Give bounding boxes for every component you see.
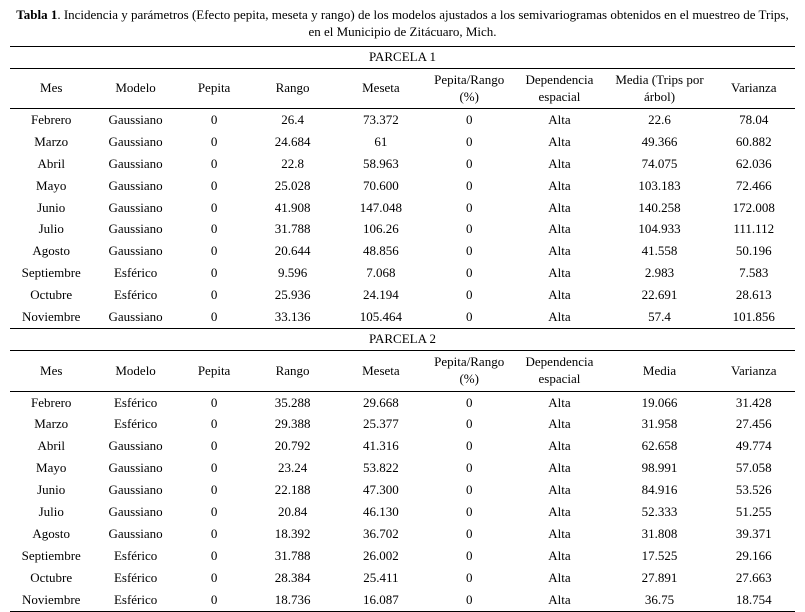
table-cell: Gaussiano [108,221,163,237]
table-cell: 31.788 [274,221,311,237]
table-row [10,285,795,307]
table-cell: 41.316 [363,438,399,454]
table-cell: 0 [465,308,473,324]
table-cell: 25.936 [274,287,311,303]
table-cell: Alta [548,503,571,519]
table-cell: 49.774 [735,438,772,454]
table-cell: 0 [210,525,218,541]
table-cell: Esférico [113,287,158,303]
table-caption-label: Tabla 1 [16,7,58,22]
table-cell: 0 [465,287,473,303]
table-cell: 18.736 [274,591,311,607]
table-row [10,131,795,153]
table-cell: 53.526 [735,482,772,498]
table-cell: 0 [465,221,473,237]
column-header: Mes [10,351,92,392]
table-cell: 2.983 [644,265,675,281]
table-cell: 62.658 [641,438,678,454]
table-cell: 62.036 [735,155,772,171]
column-header: Media [607,351,713,392]
table-cell: Alta [548,460,571,476]
table-row [10,241,795,263]
table-cell: Marzo [34,416,69,432]
table-cell: Alta [548,569,571,585]
table-cell: Alta [548,416,571,432]
table-cell: 101.856 [732,308,775,324]
table-cell: 0 [210,547,218,563]
table-cell: 53.822 [363,460,399,476]
column-header: Pepita [179,351,250,392]
table-cell: 20.644 [274,243,311,259]
table-cell: 47.300 [363,482,399,498]
data-table [10,46,795,612]
table-cell: 0 [210,394,218,410]
table-cell: 0 [465,133,473,149]
table-cell: Alta [548,547,571,563]
table-cell: 147.048 [359,199,402,215]
column-header: Mes [10,68,92,109]
table-cell: Alta [548,133,571,149]
table-cell: Gaussiano [108,199,163,215]
table-cell: 25.377 [363,416,399,432]
table-cell: 41.558 [641,243,678,259]
table-cell: Esférico [113,569,158,585]
table-cell: 26.002 [363,547,399,563]
table-cell: Gaussiano [108,177,163,193]
table-cell: 20.792 [274,438,311,454]
column-header: Pepita [179,68,250,109]
table-cell: 7.068 [366,265,396,281]
table-cell: 48.856 [363,243,399,259]
table-row [10,567,795,589]
table-cell: 46.130 [363,503,399,519]
table-cell: 78.04 [739,111,769,127]
table-cell: 61 [374,133,388,149]
table-cell: 0 [210,460,218,476]
table-cell: 50.196 [735,243,772,259]
table-cell: 0 [465,525,473,541]
table-cell: 22.8 [281,155,304,171]
table-cell: 0 [465,111,473,127]
table-cell: 31.808 [641,525,678,541]
table-cell: Gaussiano [108,243,163,259]
table-cell: Alta [548,591,571,607]
table-cell: 0 [210,155,218,171]
section-title: PARCELA 1 [10,46,795,68]
table-cell: 0 [465,482,473,498]
section-title: PARCELA 2 [10,329,795,351]
table-cell: 18.392 [274,525,311,541]
table-caption-text: . Incidencia y parámetros (Efecto pepita, meseta y rango) de los modelos ajustados a los semivariogramas obtenidos en el muestreo de Trips, en el Municipio de Zitácuaro, Mich. [57,7,789,39]
table-cell: Alta [548,308,571,324]
table-cell: 105.464 [359,308,402,324]
column-header: Pepita/Rango (%) [426,351,512,392]
table-row [10,219,795,241]
table-cell: 0 [210,503,218,519]
column-header: Dependencia espacial [512,68,606,109]
table-cell: 0 [210,438,218,454]
column-header: Modelo [92,68,178,109]
table-cell: Abril [37,438,65,454]
table-cell: 26.4 [281,111,304,127]
table-cell: 0 [465,460,473,476]
table-cell: 35.288 [274,394,311,410]
table-cell: Gaussiano [108,503,163,519]
column-header: Meseta [336,68,426,109]
table-cell: Gaussiano [108,133,163,149]
table-cell: 28.384 [274,569,311,585]
table-cell: Febrero [30,111,72,127]
table-cell: Esférico [113,547,158,563]
table-cell: 39.371 [735,525,772,541]
table-cell: 25.028 [274,177,311,193]
table-cell: Esférico [113,416,158,432]
table-row [10,392,795,414]
table-cell: Alta [548,287,571,303]
table-cell: 106.26 [363,221,399,237]
table-cell: 22.188 [274,482,311,498]
table-cell: Julio [38,221,64,237]
table-row [10,458,795,480]
table-cell: 0 [210,111,218,127]
table-cell: Alta [548,177,571,193]
table-cell: 22.6 [648,111,671,127]
table-cell: 9.596 [277,265,308,281]
table-cell: 0 [465,155,473,171]
table-cell: Esférico [113,265,158,281]
table-cell: 0 [210,265,218,281]
table-cell: Gaussiano [108,111,163,127]
table-cell: 104.933 [638,221,681,237]
column-header: Modelo [92,351,178,392]
table-cell: Febrero [30,394,72,410]
table-cell: 111.112 [733,221,775,237]
table-cell: 31.428 [735,394,772,410]
table-cell: Esférico [113,394,158,410]
table-row [10,153,795,175]
table-cell: 27.891 [641,569,678,585]
table-cell: Junio [37,482,66,498]
column-header: Varianza [713,351,795,392]
table-row [10,109,795,131]
table-cell: Junio [37,199,66,215]
table-cell: Alta [548,155,571,171]
table-cell: 0 [210,133,218,149]
table-cell: 140.258 [638,199,681,215]
table-cell: 57.4 [648,308,671,324]
table-cell: 0 [465,177,473,193]
table-row [10,501,795,523]
column-header: Rango [249,68,335,109]
table-cell: 27.456 [735,416,772,432]
section-title-row [10,46,795,68]
table-cell: Gaussiano [108,482,163,498]
table-cell: Gaussiano [108,525,163,541]
table-cell: 74.075 [641,155,678,171]
table-cell: Noviembre [21,591,81,607]
table-cell: Alta [548,394,571,410]
table-cell: Gaussiano [108,155,163,171]
table-cell: 72.466 [735,177,772,193]
table-cell: 31.958 [641,416,678,432]
table-caption [16,7,789,41]
table-cell: 0 [210,591,218,607]
table-cell: Alta [548,199,571,215]
table-cell: 58.963 [363,155,399,171]
table-cell: 0 [210,177,218,193]
table-cell: 0 [210,416,218,432]
table-cell: 16.087 [363,591,399,607]
table-cell: 0 [465,199,473,215]
table-cell: 0 [210,569,218,585]
table-row [10,306,795,328]
table-cell: 24.684 [274,133,311,149]
table-row [10,480,795,502]
table-cell: Agosto [32,525,70,541]
column-header: Meseta [336,351,426,392]
table-cell: Mayo [36,177,67,193]
table-row [10,175,795,197]
table-cell: 28.613 [735,287,772,303]
table-cell: 24.194 [363,287,399,303]
table-cell: 33.136 [274,308,311,324]
table-cell: Julio [38,503,64,519]
table-cell: 0 [210,243,218,259]
table-cell: 60.882 [735,133,772,149]
table-cell: Alta [548,111,571,127]
table-cell: Alta [548,221,571,237]
table-cell: 29.166 [735,547,772,563]
table-cell: Mayo [36,460,67,476]
table-row [10,263,795,285]
table-cell: 57.058 [735,460,772,476]
column-header: Pepita/Rango (%) [426,68,512,109]
table-row [10,414,795,436]
table-cell: 22.691 [641,287,678,303]
table-cell: 29.388 [274,416,311,432]
table-cell: 49.366 [641,133,678,149]
table-cell: 0 [465,503,473,519]
table-cell: Marzo [34,133,69,149]
table-cell: 0 [210,482,218,498]
table-cell: 20.84 [277,503,308,519]
table-cell: Alta [548,525,571,541]
table-cell: Esférico [113,591,158,607]
table-cell: 27.663 [735,569,772,585]
table-cell: 31.788 [274,547,311,563]
column-header-row [10,68,795,109]
table-cell: 0 [465,591,473,607]
column-header-row [10,351,795,392]
table-cell: Alta [548,438,571,454]
table-cell: 36.702 [363,525,399,541]
table-cell: Septiembre [21,547,81,563]
table-cell: 70.600 [363,177,399,193]
table-cell: 0 [210,308,218,324]
column-header: Varianza [713,68,795,109]
table-cell: Septiembre [21,265,81,281]
table-cell: Alta [548,265,571,281]
table-cell: 0 [465,265,473,281]
table-row [10,589,795,611]
table-cell: 73.372 [363,111,399,127]
table-cell: 29.668 [363,394,399,410]
table-row [10,197,795,219]
table-cell: 103.183 [638,177,681,193]
table-row [10,545,795,567]
table-cell: Agosto [32,243,70,259]
table-cell: Octubre [30,569,73,585]
table-cell: Noviembre [21,308,81,324]
table-cell: 0 [465,416,473,432]
table-cell: Gaussiano [108,308,163,324]
table-row [10,523,795,545]
table-cell: 98.991 [641,460,678,476]
table-cell: 0 [465,394,473,410]
table-cell: 19.066 [641,394,678,410]
section-title-row [10,329,795,351]
table-cell: 36.75 [644,591,675,607]
table-cell: 18.754 [735,591,772,607]
table-cell: 0 [210,199,218,215]
table-cell: 0 [210,287,218,303]
table-cell: 84.916 [641,482,678,498]
table-cell: 52.333 [641,503,678,519]
table-body [10,46,795,611]
table-cell: 172.008 [732,199,775,215]
table-cell: Octubre [30,287,73,303]
table-cell: 7.583 [739,265,769,281]
table-row [10,436,795,458]
table-cell: Alta [548,482,571,498]
column-header: Dependencia espacial [512,351,606,392]
table-cell: 23.24 [277,460,308,476]
table-cell: 51.255 [735,503,772,519]
table-cell: 0 [465,438,473,454]
table-cell: 17.525 [641,547,678,563]
table-cell: 0 [465,243,473,259]
table-cell: Gaussiano [108,460,163,476]
table-cell: 0 [465,569,473,585]
table-cell: 0 [210,221,218,237]
column-header: Media (Trips por árbol) [607,68,713,109]
table-cell: Gaussiano [108,438,163,454]
table-cell: Alta [548,243,571,259]
table-cell: Abril [37,155,65,171]
column-header: Rango [249,351,335,392]
table-cell: 25.411 [363,569,399,585]
table-cell: 41.908 [274,199,311,215]
table-cell: 0 [465,547,473,563]
